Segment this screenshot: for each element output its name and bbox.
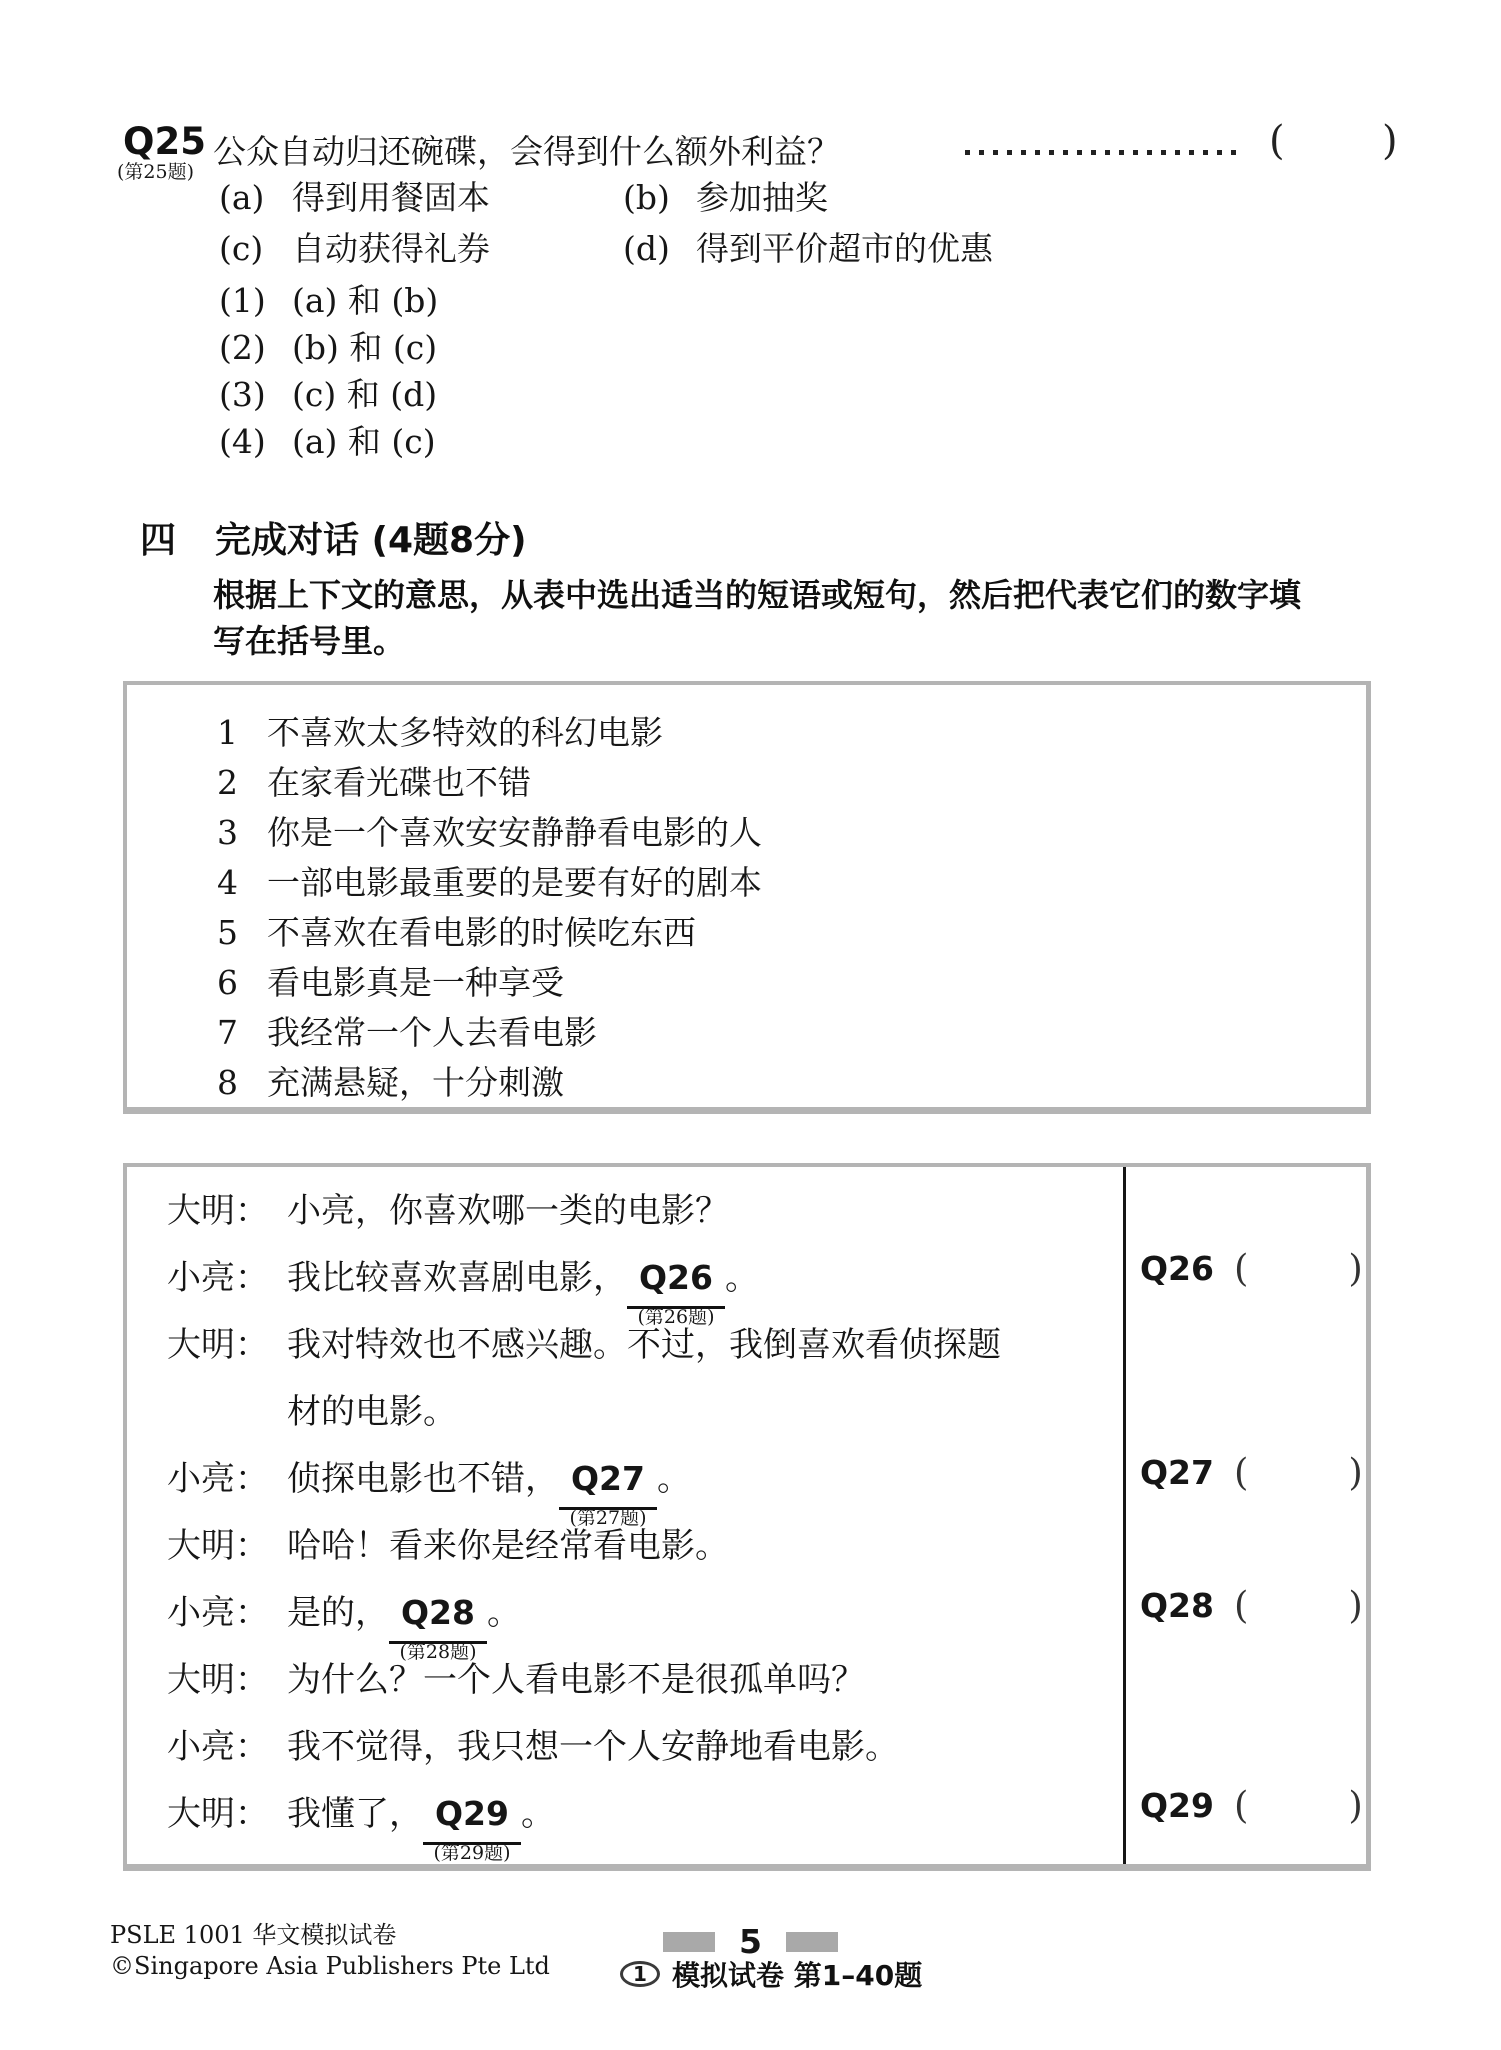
section-header (140, 512, 527, 563)
answer-bracket-close: ) (1348, 1247, 1363, 1290)
dialogue-line (167, 1719, 1123, 1786)
speaker-name: 小亮： (167, 1459, 269, 1499)
phrase-bank-box (123, 681, 1371, 1114)
answer-bracket-open: ( (1269, 118, 1285, 164)
answer-bracket-close: ) (1382, 118, 1398, 164)
dialogue-utterance: 为什么？一个人看电影不是很孤单吗？ (287, 1660, 865, 1700)
choice-a: (a) 得到用餐固本 (219, 178, 490, 217)
section-instructions: 根据上下文的意思，从表中选出适当的短语或短句，然后把代表它们的数字填写在括号里。 (213, 576, 1302, 660)
choice-d: (d) 得到平价超市的优惠 (623, 229, 993, 268)
dialogue-line (167, 1786, 1123, 1864)
dialogue-utterance: 材的电影。 (287, 1392, 457, 1432)
phrase-bank-item: 2 在家看光碟也不错 (217, 763, 531, 802)
dialogue-utterance: 侦探电影也不错， Q27 (第27题) 。 (287, 1451, 691, 1518)
option-3: (3) (c) 和 (d) (219, 375, 438, 414)
question-subnumber: (第25题) (117, 161, 195, 183)
speaker-name: 大明： (167, 1325, 269, 1365)
dotted-leader (965, 150, 1237, 155)
dialogue-utterance: 我不觉得，我只想一个人安静地看电影。 (287, 1727, 899, 1767)
dialogue-utterance: 是的， Q28 (第28题) 。 (287, 1585, 521, 1652)
answer-slot-q28: Q28 ( ) (1140, 1584, 1363, 1627)
option-list (219, 277, 438, 465)
answer-bracket-open: ( (1233, 1451, 1249, 1494)
blank-subnumber: (第28题) (399, 1641, 477, 1663)
booklet-number-badge: 1 (620, 1961, 660, 1987)
dialogue-line (167, 1585, 1123, 1663)
choice-b: (b) 参加抽奖 (623, 178, 828, 217)
dialogue-line (167, 1652, 1123, 1719)
phrase-bank-item: 4 一部电影最重要的是要有好的剧本 (217, 863, 762, 902)
choice-row (219, 223, 993, 274)
question-q25 (123, 118, 1463, 178)
phrase-bank-item: 5 不喜欢在看电影的时候吃东西 (217, 913, 696, 952)
page-number-bar-left (663, 1932, 715, 1952)
dialogue-utterance: 我对特效也不感兴趣。不过，我倒喜欢看侦探题 (287, 1325, 1001, 1365)
speaker-name: 小亮： (167, 1258, 269, 1298)
fill-in-blank-q27: Q27 (第27题) (559, 1451, 657, 1510)
dialogue-line (167, 1183, 1123, 1250)
dialogue-utterance: 我懂了， Q29 (第29题) 。 (287, 1786, 555, 1853)
fill-in-blank-q28: Q28 (第28题) (389, 1585, 487, 1644)
choice-grid (219, 172, 993, 274)
dialogue-utterance: 小亮，你喜欢哪一类的电影？ (287, 1191, 729, 1231)
answer-bracket-close: ) (1348, 1451, 1363, 1494)
choice-row (219, 172, 993, 223)
series-title: PSLE 1001 华文模拟试卷 (110, 1921, 397, 1949)
booklet-label-row (620, 1954, 922, 1994)
answer-slot-q27: Q27 ( ) (1140, 1451, 1363, 1494)
dialogue-line (167, 1384, 1123, 1451)
speaker-name (167, 1384, 287, 1451)
page-number: 5 (739, 1922, 762, 1961)
answer-bracket-open: ( (1233, 1247, 1249, 1290)
answer-bracket-close: ) (1348, 1784, 1363, 1827)
option-1: (1) (a) 和 (b) (219, 281, 439, 320)
dialogue-utterance: 我比较喜欢喜剧电影， Q26 (第26题) 。 (287, 1250, 759, 1317)
answer-bracket-open: ( (1233, 1784, 1249, 1827)
dialogue-box (123, 1163, 1371, 1871)
blank-subnumber: (第27题) (569, 1507, 647, 1529)
answer-bracket-close: ) (1348, 1584, 1363, 1627)
speaker-name: 小亮： (167, 1593, 269, 1633)
choice-c: (c) 自动获得礼券 (219, 229, 490, 268)
speaker-name: 大明： (167, 1660, 269, 1700)
copyright-line: ©Singapore Asia Publishers Pte Ltd (110, 1952, 550, 1980)
answer-slot-q26: Q26 ( ) (1140, 1247, 1363, 1290)
option-2: (2) (b) 和 (c) (219, 328, 438, 367)
section-numeral: 四 (140, 520, 177, 561)
fill-in-blank-q26: Q26 (第26题) (627, 1250, 725, 1309)
dialogue-text-area (127, 1167, 1123, 1864)
answer-bracket-open: ( (1233, 1584, 1249, 1627)
section-title: 完成对话 (4题8分) (215, 520, 527, 561)
dialogue-line (167, 1451, 1123, 1529)
phrase-bank-item: 8 充满悬疑，十分刺激 (217, 1063, 564, 1102)
option-4: (4) (a) 和 (c) (219, 422, 436, 461)
phrase-bank-item: 7 我经常一个人去看电影 (217, 1013, 597, 1052)
page-number-bar-right (786, 1932, 838, 1952)
blank-subnumber: (第26题) (637, 1306, 715, 1328)
blank-subnumber: (第29题) (433, 1842, 511, 1864)
phrase-bank-item: 3 你是一个喜欢安安静静看电影的人 (217, 813, 762, 852)
question-number: Q25 (123, 120, 206, 163)
answer-slot-q29: Q29 ( ) (1140, 1784, 1363, 1827)
dialogue-utterance: 哈哈！看来你是经常看电影。 (287, 1526, 729, 1566)
speaker-name: 大明： (167, 1191, 269, 1231)
speaker-name: 大明： (167, 1794, 269, 1834)
speaker-name: 大明： (167, 1526, 269, 1566)
speaker-name: 小亮： (167, 1727, 269, 1767)
answer-column (1123, 1167, 1366, 1864)
fill-in-blank-q29: Q29 (第29题) (423, 1786, 521, 1845)
dialogue-line (167, 1250, 1123, 1328)
phrase-bank-item: 6 看电影真是一种享受 (217, 963, 564, 1002)
question-text: 公众自动归还碗碟，会得到什么额外利益？ (213, 132, 840, 171)
booklet-label: 模拟试卷 第1–40题 (672, 1959, 923, 1992)
phrase-bank-item: 1 不喜欢太多特效的科幻电影 (217, 713, 663, 752)
